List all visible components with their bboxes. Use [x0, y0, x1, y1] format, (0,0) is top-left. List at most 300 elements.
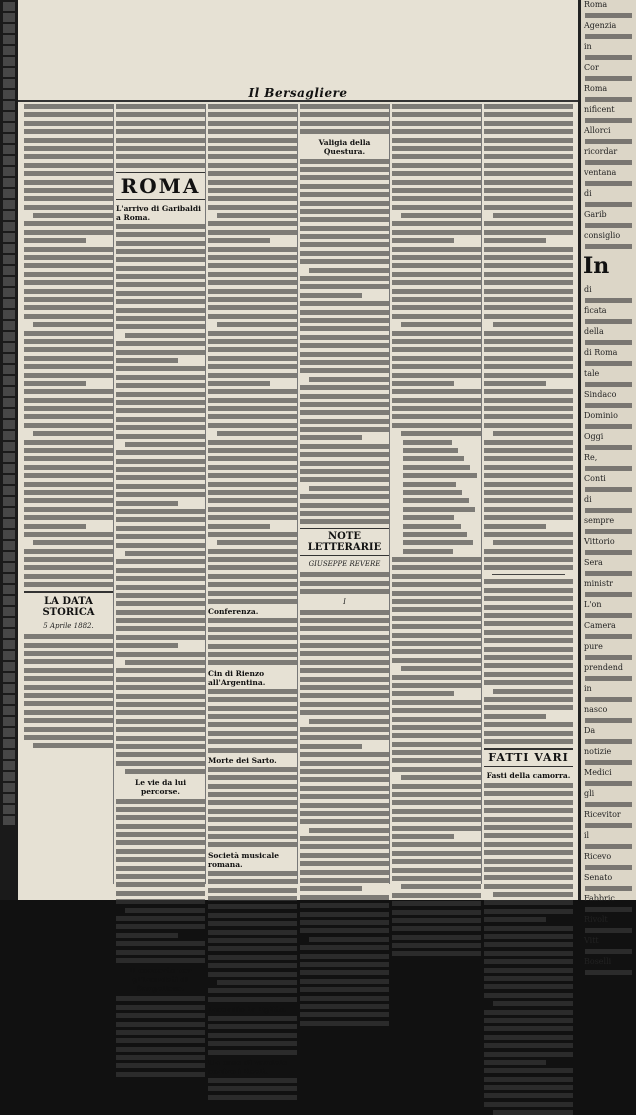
- text-line: [208, 238, 270, 243]
- text-line: [116, 882, 205, 887]
- text-line: [392, 297, 481, 302]
- text-line: [585, 118, 632, 123]
- text-line: [300, 159, 389, 164]
- margin-line: [3, 497, 15, 506]
- text-line: [392, 263, 481, 268]
- text-line: [392, 599, 481, 604]
- text-line: [116, 291, 205, 296]
- text-line: [392, 758, 481, 763]
- text-line: [208, 196, 297, 201]
- text-line: [484, 305, 573, 310]
- text-line: [24, 549, 113, 554]
- text-line: [208, 364, 297, 369]
- adjacent-page-text-fragment: Roma: [584, 0, 608, 9]
- text-line: [300, 343, 389, 348]
- text-line: [392, 817, 481, 822]
- text-line: [392, 347, 481, 352]
- text-line: [116, 146, 205, 151]
- text-line: [484, 638, 573, 643]
- adjacent-page-text-fragment: della: [584, 327, 604, 336]
- subhead-conferenza: Conferenza.: [208, 607, 259, 617]
- text-line: [208, 356, 297, 361]
- margin-line: [3, 629, 15, 638]
- text-line: [24, 414, 113, 419]
- text-line: [300, 895, 389, 900]
- text-line: [208, 297, 297, 302]
- text-line: [300, 853, 389, 858]
- text-line: [309, 828, 389, 833]
- margin-line: [3, 46, 15, 55]
- text-line: [24, 347, 113, 352]
- text-line: [484, 783, 573, 788]
- text-line: [116, 1055, 205, 1060]
- text-line: [392, 800, 481, 805]
- text-line: [493, 431, 573, 436]
- text-line: [300, 301, 389, 306]
- text-line: [392, 859, 481, 864]
- adjacent-page-text-fragment: Cor: [584, 63, 599, 72]
- text-line: [484, 347, 573, 352]
- text-line: [300, 461, 389, 466]
- text-line: [585, 844, 632, 849]
- text-line: [403, 465, 471, 470]
- text-line: [116, 1047, 205, 1052]
- margin-line: [3, 761, 15, 770]
- text-line: [24, 196, 113, 201]
- text-line: [116, 350, 205, 355]
- margin-line: [3, 24, 15, 33]
- text-line: [585, 634, 632, 639]
- text-line: [300, 727, 389, 732]
- data-storica-date: 5 Aprile 1882.: [43, 622, 94, 631]
- text-line: [208, 255, 297, 260]
- column-3-text-f: [208, 1016, 297, 1055]
- text-line: [309, 937, 389, 942]
- text-line: [300, 970, 389, 975]
- text-line: [484, 1085, 573, 1090]
- margin-line: [3, 134, 15, 143]
- text-line: [33, 213, 113, 218]
- adjacent-page-text-fragment: ventana: [584, 168, 617, 177]
- text-line: [309, 268, 389, 273]
- text-line: [484, 498, 573, 503]
- text-line: [300, 402, 389, 407]
- text-line: [484, 289, 573, 294]
- text-line: [300, 410, 389, 415]
- text-line: [392, 356, 481, 361]
- margin-line: [3, 354, 15, 363]
- text-line: [585, 97, 632, 102]
- margin-line: [3, 299, 15, 308]
- text-line: [208, 188, 297, 193]
- text-line: [208, 842, 297, 847]
- text-line: [484, 596, 573, 601]
- margin-line: [3, 178, 15, 187]
- text-line: [116, 668, 205, 673]
- text-line: [116, 1063, 205, 1068]
- text-line: [208, 532, 297, 537]
- text-line: [116, 585, 205, 590]
- text-line: [116, 840, 205, 845]
- text-line: [300, 979, 389, 984]
- text-line: [24, 364, 113, 369]
- text-line: [116, 257, 205, 262]
- text-line: [208, 1078, 297, 1083]
- adjacent-page-text-fragment: Sera: [584, 558, 603, 567]
- text-line: [116, 1038, 205, 1043]
- text-line: [116, 710, 205, 715]
- text-line: [116, 652, 205, 657]
- text-line: [484, 557, 573, 562]
- text-line: [116, 899, 205, 904]
- text-line: [392, 700, 481, 705]
- text-line: [585, 382, 632, 387]
- text-line: [392, 381, 454, 386]
- adjacent-page-text-fragment: nificent: [584, 105, 615, 114]
- text-line: [585, 55, 632, 60]
- text-line: [585, 139, 632, 144]
- text-line: [24, 651, 113, 656]
- text-line: [585, 613, 632, 618]
- text-line: [392, 675, 481, 680]
- text-line: [300, 744, 362, 749]
- text-line: [116, 138, 205, 143]
- column-5-text-b: [392, 557, 481, 956]
- margin-line: [3, 574, 15, 583]
- text-line: [24, 180, 113, 185]
- text-line: [300, 819, 389, 824]
- text-line: [116, 874, 205, 879]
- text-line: [300, 242, 389, 247]
- text-line: [300, 786, 389, 791]
- text-line: [300, 209, 389, 214]
- text-line: [24, 373, 113, 378]
- text-line: [585, 529, 632, 534]
- text-line: [484, 926, 573, 931]
- text-line: [116, 492, 205, 497]
- text-line: [116, 996, 205, 1001]
- text-line: [24, 693, 113, 698]
- text-line: [300, 752, 389, 757]
- text-line: [484, 655, 573, 660]
- text-line: [484, 515, 573, 520]
- text-line: [208, 722, 297, 727]
- text-line: [484, 507, 573, 512]
- text-line: [392, 893, 481, 898]
- text-line: [484, 663, 573, 668]
- text-line: [116, 121, 205, 126]
- text-line: [484, 356, 573, 361]
- text-line: [116, 727, 205, 732]
- text-line: [208, 347, 297, 352]
- text-line: [309, 377, 389, 382]
- text-line: [24, 440, 113, 445]
- text-line: [392, 926, 481, 931]
- text-line: [208, 104, 297, 109]
- adjacent-page-text-fragment: in: [584, 42, 592, 51]
- text-line: [300, 572, 389, 577]
- text-line: [585, 550, 632, 555]
- text-line: [116, 752, 205, 757]
- text-line: [116, 434, 205, 439]
- text-line: [208, 263, 297, 268]
- text-line: [392, 154, 481, 159]
- text-line: [208, 714, 297, 719]
- text-line: [125, 908, 205, 913]
- text-line: [208, 904, 297, 909]
- text-line: [392, 725, 481, 730]
- adjacent-page-text-fragment: di: [584, 285, 592, 294]
- margin-line: [3, 244, 15, 253]
- text-line: [585, 202, 632, 207]
- margin-line: [3, 662, 15, 671]
- text-line: [585, 676, 632, 681]
- text-line: [585, 823, 632, 828]
- text-line: [116, 266, 205, 271]
- text-line: [300, 651, 389, 656]
- text-line: [300, 435, 362, 440]
- text-line: [392, 683, 481, 688]
- text-line: [300, 326, 389, 331]
- text-line: [585, 802, 632, 807]
- text-line: [392, 582, 481, 587]
- text-line: [403, 482, 456, 487]
- text-line: [392, 171, 481, 176]
- column-4-text-c: [300, 610, 389, 1026]
- text-line: [24, 473, 113, 478]
- text-line: [24, 154, 113, 159]
- margin-line: [3, 794, 15, 803]
- text-line: [24, 676, 113, 681]
- heading-roma: ROMA: [116, 172, 205, 200]
- text-line: [401, 884, 481, 889]
- text-line: [484, 272, 573, 277]
- text-line: [401, 213, 481, 218]
- text-line: [392, 951, 481, 956]
- text-line: [585, 487, 632, 492]
- text-line: [116, 129, 205, 134]
- text-line: [300, 945, 389, 950]
- text-line: [392, 238, 454, 243]
- text-line: [392, 633, 481, 638]
- text-line: [24, 515, 113, 520]
- subhead-incendio: Incendio in Egitto.: [208, 1005, 287, 1015]
- text-line: [484, 221, 573, 226]
- text-line: [116, 916, 205, 921]
- text-line: [208, 247, 297, 252]
- text-line: [300, 259, 389, 264]
- text-line: [208, 389, 297, 394]
- column-3-text-b: [208, 618, 297, 665]
- text-line: [300, 610, 389, 615]
- text-line: [300, 175, 389, 180]
- text-line: [208, 652, 297, 657]
- text-line: [300, 444, 389, 449]
- newspaper-page: [18, 0, 578, 1077]
- text-line: [208, 507, 297, 512]
- text-line: [116, 719, 205, 724]
- column-6: [484, 104, 573, 884]
- text-line: [484, 414, 573, 419]
- text-line: [208, 146, 297, 151]
- text-line: [33, 322, 113, 327]
- text-line: [484, 263, 573, 268]
- text-line: [484, 188, 573, 193]
- text-line: [493, 892, 573, 897]
- text-line: [392, 205, 481, 210]
- text-line: [116, 849, 205, 854]
- text-line: [208, 800, 297, 805]
- text-line: [484, 672, 573, 677]
- column-3-text-c: [208, 689, 297, 753]
- margin-line: [3, 728, 15, 737]
- text-line: [208, 314, 297, 319]
- text-line: [484, 238, 546, 243]
- text-line: [300, 660, 389, 665]
- adjacent-page-text-fragment: Dominio: [584, 411, 618, 420]
- text-line: [24, 465, 113, 470]
- text-line: [392, 658, 481, 663]
- text-line: [208, 775, 297, 780]
- text-line: [585, 76, 632, 81]
- text-line: [24, 280, 113, 285]
- text-line: [484, 791, 573, 796]
- text-line: [300, 643, 389, 648]
- text-line: [392, 389, 481, 394]
- column-2-text-lower: [116, 799, 205, 963]
- text-line: [484, 1077, 573, 1082]
- text-line: [493, 1110, 573, 1115]
- text-line: [300, 234, 389, 239]
- text-line: [208, 456, 297, 461]
- adjacent-page-text-fragment: Conti: [584, 474, 606, 483]
- text-line: [208, 163, 297, 168]
- text-line: [300, 217, 389, 222]
- text-line: [24, 163, 113, 168]
- text-line: [116, 299, 205, 304]
- text-line: [116, 104, 205, 109]
- text-line: [484, 993, 573, 998]
- text-line: [24, 498, 113, 503]
- text-line: [392, 112, 481, 117]
- text-line: [300, 769, 389, 774]
- text-line: [24, 423, 113, 428]
- text-line: [208, 473, 297, 478]
- text-line: [208, 414, 297, 419]
- text-line: [300, 385, 389, 390]
- text-line: [208, 373, 297, 378]
- margin-line: [3, 816, 15, 825]
- text-line: [300, 310, 389, 315]
- text-line: [208, 921, 297, 926]
- text-line: [116, 866, 205, 871]
- text-line: [392, 851, 481, 856]
- text-line: [392, 230, 481, 235]
- text-line: [300, 886, 362, 891]
- text-line: [392, 196, 481, 201]
- adjacent-page-text-fragment: Camera: [584, 621, 616, 630]
- text-line: [208, 574, 297, 579]
- text-line: [392, 305, 481, 310]
- text-line: [24, 482, 113, 487]
- text-line: [392, 188, 481, 193]
- text-line: [116, 316, 205, 321]
- text-line: [392, 565, 481, 570]
- text-line: [24, 121, 113, 126]
- column-2-text-mid: [116, 224, 205, 774]
- margin-line: [3, 431, 15, 440]
- column-4-text-top: [300, 104, 389, 134]
- text-line: [300, 836, 389, 841]
- text-line: [300, 626, 389, 631]
- margin-line: [3, 68, 15, 77]
- text-line: [493, 540, 573, 545]
- text-line: [300, 735, 389, 740]
- text-line: [484, 917, 546, 922]
- text-line: [116, 618, 205, 623]
- text-line: [300, 693, 389, 698]
- text-line: [208, 129, 297, 134]
- text-line: [24, 289, 113, 294]
- column-6-text-a: [484, 104, 573, 570]
- text-line: [585, 571, 632, 576]
- text-line: [300, 861, 389, 866]
- column-3: [208, 104, 298, 1077]
- text-line: [208, 557, 297, 562]
- column-4: [300, 104, 390, 884]
- text-line: [116, 1072, 205, 1077]
- text-line: [208, 635, 297, 640]
- text-line: [484, 280, 573, 285]
- margin-line: [3, 2, 15, 11]
- subhead-concerto: Il concerto per gl'inondati di Sangallese.: [129, 966, 192, 994]
- margin-line: [3, 596, 15, 605]
- text-line: [403, 524, 461, 529]
- text-line: [484, 339, 573, 344]
- text-line: [585, 298, 632, 303]
- text-line: [24, 104, 113, 109]
- text-line: [208, 879, 297, 884]
- text-line: [392, 247, 481, 252]
- text-line: [116, 543, 205, 548]
- text-line: [300, 276, 389, 281]
- text-line: [208, 524, 270, 529]
- heading-fatti-vari: FATTI VARI: [484, 748, 573, 767]
- text-line: [484, 909, 573, 914]
- adjacent-page-text-fragment: pure: [584, 642, 603, 651]
- margin-line: [3, 189, 15, 198]
- text-line: [484, 154, 573, 159]
- text-line: [33, 743, 113, 748]
- text-line: [392, 607, 481, 612]
- column-5-text-a: [392, 104, 481, 436]
- text-line: [493, 213, 573, 218]
- text-line: [484, 1026, 573, 1031]
- text-line: [484, 1043, 573, 1048]
- text-line: [116, 392, 205, 397]
- text-line: [403, 490, 463, 495]
- text-line: [300, 920, 389, 925]
- text-line: [300, 293, 362, 298]
- text-line: [24, 272, 113, 277]
- subhead-caso: Un caso di vandalo contro i Reali.: [208, 1058, 288, 1077]
- text-line: [300, 1012, 389, 1017]
- column-3-text-g: [208, 1078, 297, 1100]
- adjacent-page-text-fragment: Re,: [584, 453, 598, 462]
- text-line: [24, 718, 113, 723]
- text-line: [484, 697, 573, 702]
- text-line: [208, 644, 297, 649]
